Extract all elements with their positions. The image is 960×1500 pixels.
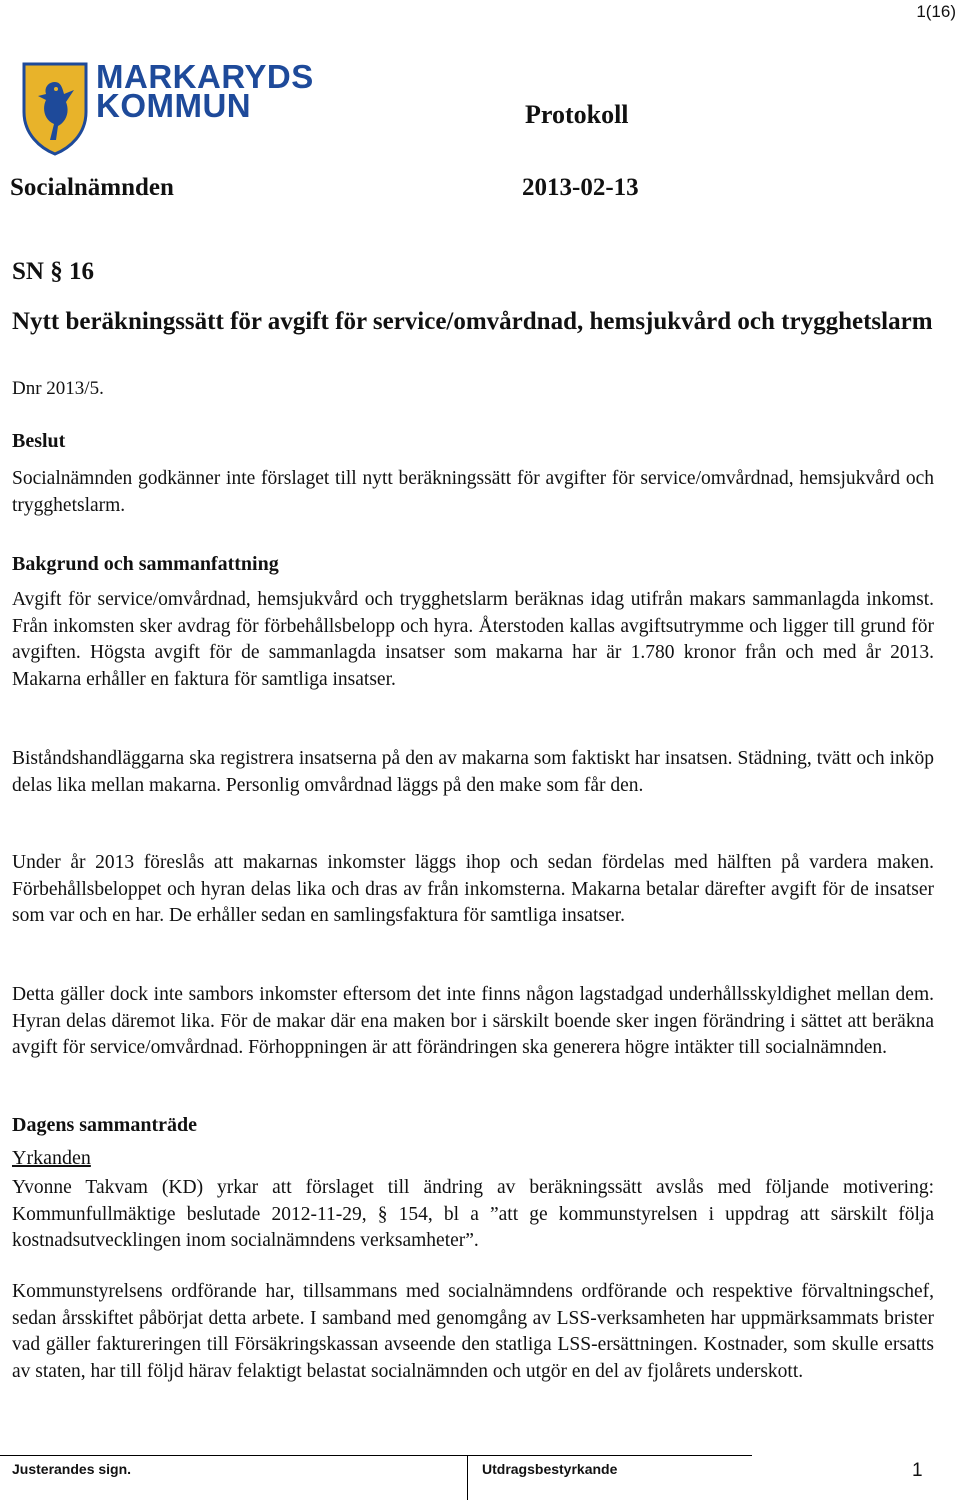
- organization-name: Socialnämnden: [10, 174, 174, 201]
- footer-page-number: 1: [912, 1460, 923, 1481]
- footer-column-divider: [467, 1455, 468, 1500]
- meeting-paragraph-1: Yvonne Takvam (KD) yrkar att förslaget till ändring av beräkningssätt avslås med följande motivering: Kommunfullmäktige beslutade 2012-11-29, § 154, bl a ”att ge kommunstyrelsen i uppdrag att särskilt följa kostnadsutvecklingen inom socialnämndens verksamheter”.: [12, 1177, 934, 1251]
- logo-line-1: MARKARYDS: [96, 58, 314, 95]
- footer-signature-label: Justerandes sign.: [12, 1461, 132, 1477]
- logo-line-2: KOMMUN: [96, 87, 252, 124]
- page-number: 1(16): [916, 2, 956, 21]
- decision-text: Socialnämnden godkänner inte förslaget till nytt beräkningssätt för avgifter för service/omvårdnad, hemsjukvård och trygghetslarm.: [12, 468, 934, 516]
- logo-wordmark: [96, 58, 314, 124]
- meeting-date: 2013-02-13: [522, 174, 639, 201]
- item-number: SN § 16: [12, 258, 94, 285]
- coat-of-arms-icon: [20, 60, 90, 156]
- footer-certification-label: Utdragsbestyrkande: [482, 1461, 618, 1477]
- diary-number: Dnr 2013/5.: [12, 378, 104, 399]
- municipality-logo: [20, 60, 320, 160]
- decision-heading: Beslut: [12, 430, 66, 452]
- item-title: Nytt beräkningssätt för avgift för service/omvårdnad, hemsjukvård och trygghetslarm: [12, 308, 933, 335]
- background-paragraph-3: Under år 2013 föreslås att makarnas inkomster läggs ihop och sedan fördelas med hälften på vardera maken. Förbehållsbeloppet och hyran delas lika och dras av från inkomsterna. Makarna betalar därefter avgift för de insatser som var och en har. De erhåller sedan en samlingsfaktura för samtliga insatser.: [12, 852, 934, 926]
- background-paragraph-2: Biståndshandläggarna ska registrera insatserna på den av makarna som faktiskt har insatsen. Städning, tvätt och inköp delas lika mellan makarna. Personlig omvårdnad läggs på den make som får den.: [12, 748, 934, 796]
- motions-subheading: Yrkanden: [12, 1147, 91, 1169]
- footer-divider: [0, 1455, 752, 1456]
- document-type: Protokoll: [525, 100, 629, 129]
- background-paragraph-1: Avgift för service/omvårdnad, hemsjukvård och trygghetslarm beräknas idag utifrån makars sammanlagda inkomst. Från inkomsten sker avdrag för förbehållsbelopp och hyra. Återstoden kallas avgiftsutrymme och ligger till grund för avgiften. Högsta avgift för de sammanlagda insatser som makarna har är 1.780 kronor från och med år 2013. Makarna erhåller en faktura för samtliga insatser.: [12, 589, 934, 690]
- background-paragraph-4: Detta gäller dock inte sambors inkomster eftersom det inte finns någon lagstadgad underhållsskyldighet mellan dem. Hyran delas däremot lika. För de makar där ena maken bor i särskilt boende sker ingen förändring i sättet att beräkna avgift för service/omvårdnad. Förhoppningen är att förändringen ska generera högre intäkter till socialnämnden.: [12, 984, 934, 1058]
- meeting-heading: Dagens sammanträde: [12, 1114, 197, 1136]
- background-heading: Bakgrund och sammanfattning: [12, 553, 279, 575]
- meeting-paragraph-2: Kommunstyrelsens ordförande har, tillsammans med socialnämndens ordförande och respektive förvaltningschef, sedan årsskiftet påbörjat detta arbete. I samband med genomgång av LSS-verksamheten har uppmärksammats brister vad gäller faktureringen till Försäkringskassan avseende den statliga LSS-ersättningen. Kostnader, som skulle ersatts av staten, har till följd härav felaktigt belastat socialnämnden och utgör en del av fjolårets underskott.: [12, 1281, 934, 1382]
